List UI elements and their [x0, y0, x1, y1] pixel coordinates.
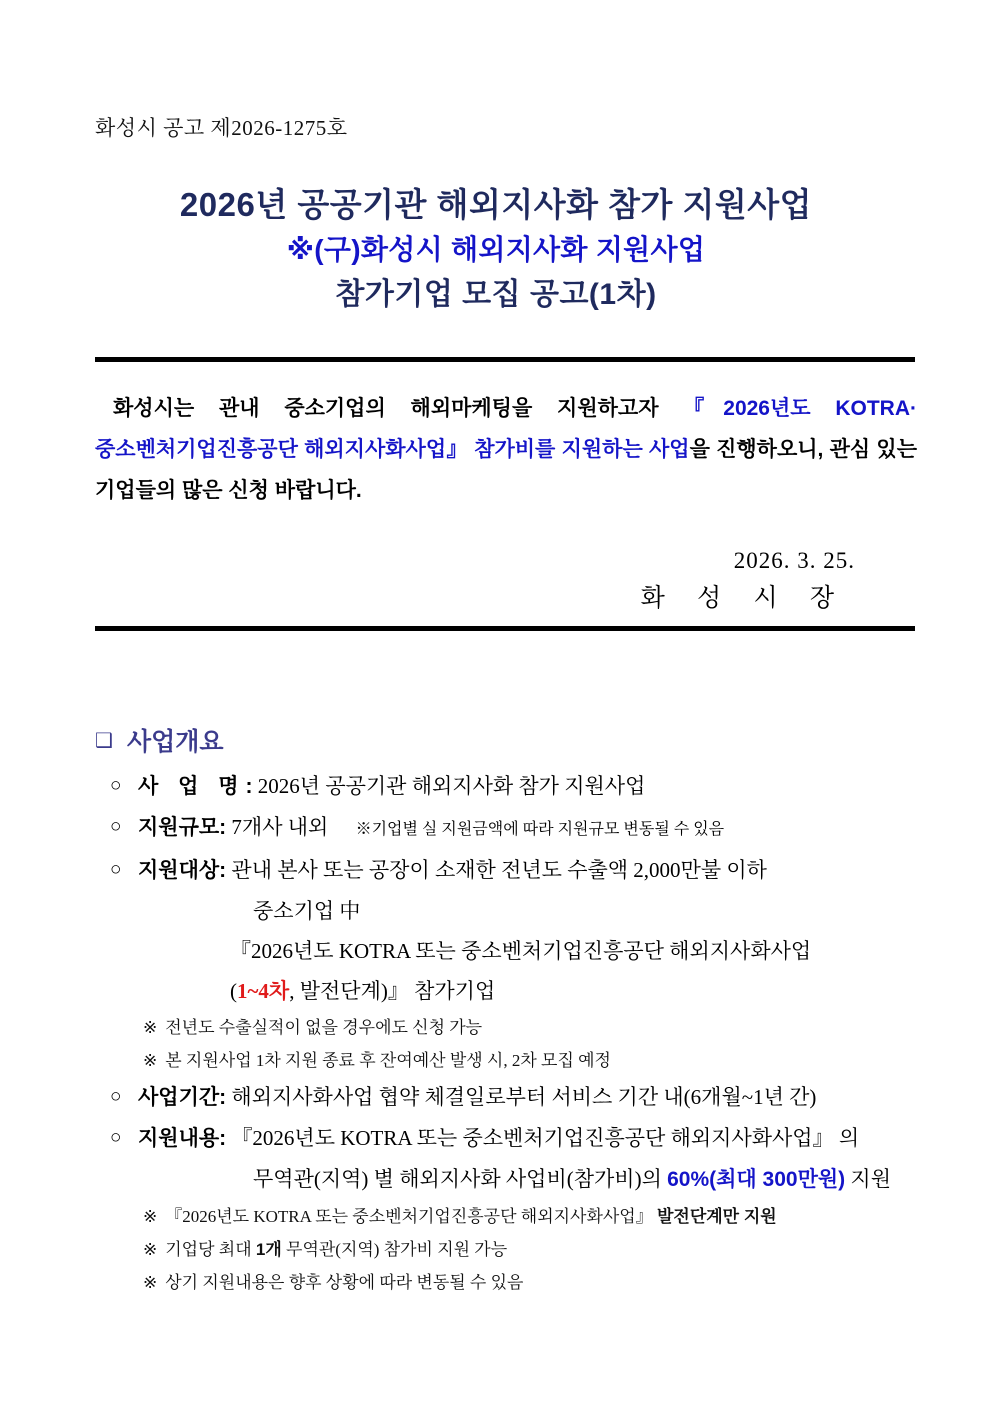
circle-bullet-icon: ○ [110, 1086, 122, 1107]
reference-mark-icon: ※ [143, 1273, 158, 1292]
support-content-cont-pre: 무역관(지역) 별 해외지사화 사업비(참가비)의 [253, 1167, 668, 1191]
section-heading-overview [95, 722, 224, 758]
support-content-label: 지원내용 [138, 1127, 220, 1150]
reference-mark-icon: ※ [143, 1051, 158, 1070]
list-item-support-scale [0, 807, 992, 850]
circle-bullet-icon: ○ [110, 1127, 122, 1148]
support-scale-inline-note: ※기업별 실 지원금액에 따라 지원규모 변동될 수 있음 [355, 821, 725, 838]
reference-mark-icon: ※ [143, 1018, 158, 1037]
page-title-line-2: ※(구)화성시 해외지사화 지원사업 [286, 234, 706, 265]
circle-bullet-icon: ○ [110, 859, 122, 880]
title-block [0, 182, 992, 318]
quote-paren-open: ( [230, 979, 237, 1003]
support-scale-colon: : [219, 816, 227, 839]
support-scale-value: 7개사 내외 [231, 815, 329, 839]
list-item-support-content [0, 1118, 992, 1159]
overview-list [0, 766, 992, 1299]
reference-mark-icon: ※ [143, 1207, 158, 1226]
support-note-2-pre: 기업당 최대 [165, 1240, 256, 1259]
intro-text-part-1: 화성시는 관내 중소기업의 해외마케팅을 지원하고자 [113, 397, 684, 420]
page-title-line-1: 2026년 공공기관 해외지사화 참가 지원사업 [179, 186, 813, 223]
circle-bullet-icon: ○ [110, 816, 122, 837]
eligibility-stage-range: 1~4차 [237, 979, 290, 1003]
list-item-business-name [0, 766, 992, 807]
support-content-colon: : [219, 1127, 227, 1150]
period-value: 해외지사화사업 협약 체결일로부터 서비스 기간 내(6개월~1년 간) [231, 1085, 817, 1109]
divider-bottom [95, 626, 915, 631]
circle-bullet-icon: ○ [110, 775, 122, 796]
support-rate-highlight: 60%(최대 300만원) [667, 1168, 846, 1191]
support-content-note-3 [0, 1266, 992, 1299]
business-name-label: 사 업 명 [138, 775, 246, 798]
page-title-line-3: 참가기업 모집 공고(1차) [335, 278, 657, 311]
eligibility-continuation: 중소기업 中 [253, 899, 361, 923]
eligibility-value: 관내 본사 또는 공장이 소재한 전년도 수출액 2,000만불 이하 [231, 858, 767, 882]
quote-tail: , 발전단계)』 참가기업 [289, 979, 496, 1003]
intro-text-highlight: 『2026년도 KOTRA·중소벤처기업진흥공단 해외지사화사업』 참가비를 지원하는 사업 [95, 397, 918, 461]
eligibility-note-1-text: 전년도 수출실적이 없을 경우에도 신청 가능 [165, 1018, 483, 1037]
eligibility-note-2-text: 본 지원사업 1차 지원 종료 후 잔여예산 발생 시, 2차 모집 예정 [165, 1051, 611, 1070]
support-note-2-emphasis: 1개 [255, 1240, 282, 1259]
support-content-note-1 [0, 1200, 992, 1233]
eligibility-quote-line-1: 『2026년도 KOTRA 또는 중소벤처기업진흥공단 해외지사화사업 [230, 939, 812, 963]
intro-paragraph [95, 388, 917, 511]
support-note-2-post: 무역관(지역) 참가비 지원 가능 [281, 1240, 508, 1259]
divider-top [95, 357, 915, 362]
support-content-continuation [0, 1159, 992, 1200]
support-note-1-emphasis: 발전단계만 지원 [656, 1207, 777, 1226]
period-label: 사업기간 [138, 1086, 220, 1109]
document-number: 화성시 공고 제2026-1275호 [95, 116, 348, 140]
signature-block [0, 543, 917, 619]
signer-title: 화 성 시 장 [640, 585, 847, 612]
support-content-note-2 [0, 1233, 992, 1266]
section-heading-label: 사업개요 [126, 728, 224, 756]
eligibility-note-1 [0, 1011, 992, 1044]
eligibility-colon: : [219, 859, 227, 882]
eligibility-label: 지원대상 [138, 859, 220, 882]
support-scale-label: 지원규모 [138, 816, 220, 839]
square-bullet-icon: ❑ [95, 730, 113, 752]
support-content-value: 『2026년도 KOTRA 또는 중소벤처기업진흥공단 해외지사화사업』 의 [231, 1126, 860, 1150]
eligibility-note-2 [0, 1044, 992, 1077]
list-item-period [0, 1077, 992, 1118]
period-colon: : [219, 1086, 227, 1109]
eligibility-quote-line-2 [0, 971, 992, 1011]
reference-mark-icon: ※ [143, 1240, 158, 1259]
support-note-3-text: 상기 지원내용은 향후 상황에 따라 변동될 수 있음 [165, 1273, 524, 1292]
support-content-cont-post: 지원 [845, 1167, 891, 1191]
intro-text-part-3: 을 진행하오니, 관심 있는 기업들의 많은 신청 바랍니다. [95, 438, 918, 502]
list-item-eligibility [0, 850, 992, 891]
support-note-1-pre: 『2026년도 KOTRA 또는 중소벤처기업진흥공단 해외지사화사업』 [165, 1207, 657, 1226]
business-name-value: 2026년 공공기관 해외지사화 참가 지원사업 [257, 774, 646, 798]
announcement-date: 2026. 3. 25. [733, 548, 855, 573]
business-name-colon: : [245, 775, 253, 798]
